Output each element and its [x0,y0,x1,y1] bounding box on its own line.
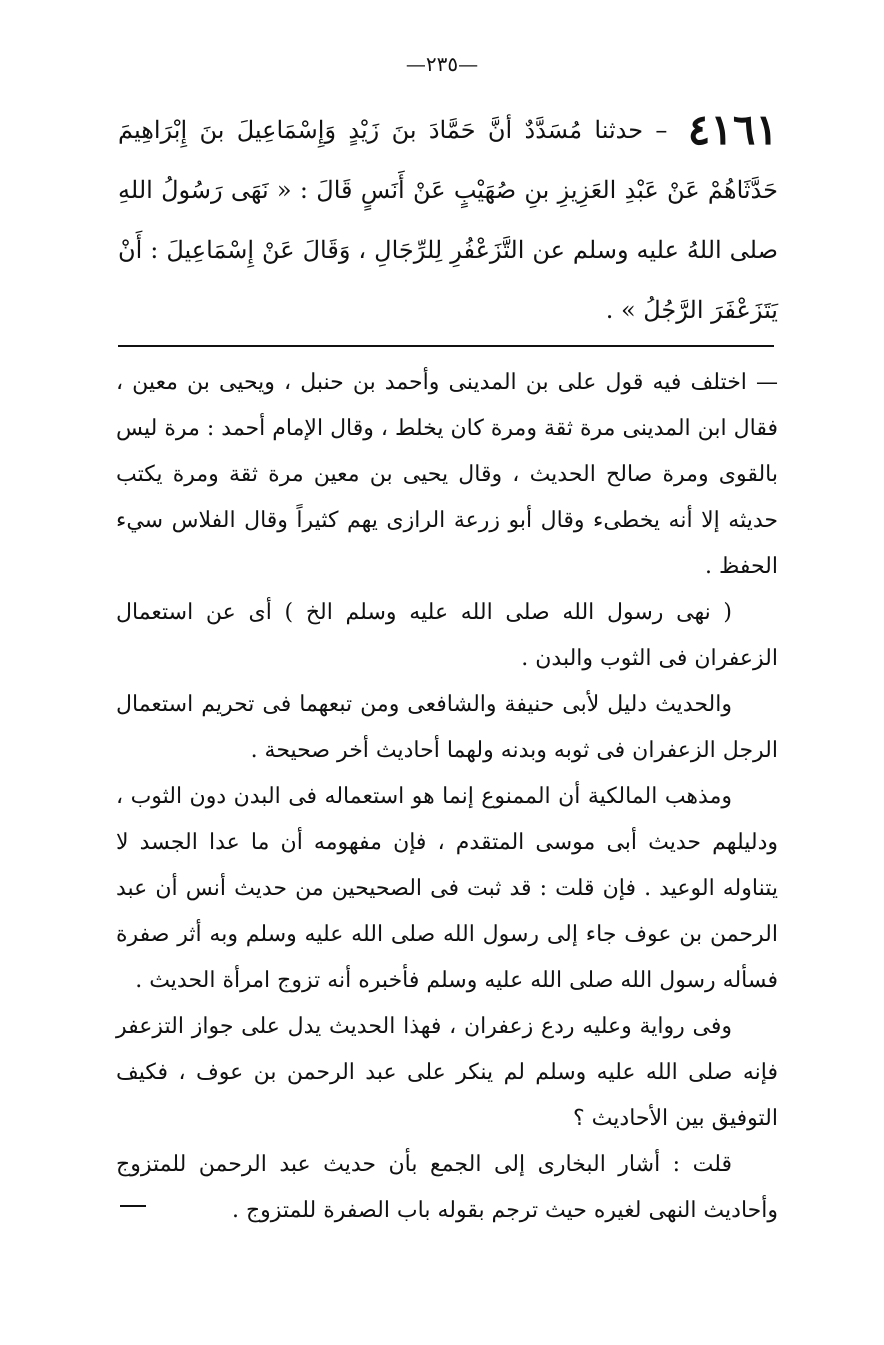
commentary-paragraph: ومذهب المالكية أن الممنوع إنما هو استعماله فى البدن دون الثوب ، ودليلهم حديث أبى موسى المتقدم ، فإن مفهومه أن ما عدا الجسد لا يتناوله الوعيد . فإن قلت : قد ثبت فى الصحيحين من حديث أنس أن عبد الرحمن بن عوف جاء إلى رسول الله صلى الله عليه وسلم وبه أثر صفرة فسأله رسول الله صلى الله عليه وسلم فأخبره أنه تزوج امرأة الحديث . [116,784,778,993]
commentary-paragraph: — اختلف فيه قول على بن المدينى وأحمد بن حنبل ، ويحيى بن معين ، فقال ابن المدينى مرة ثقة ومرة كان يخلط ، وقال الإمام أحمد : مرة ليس بالقوى ومرة صالح الحديث ، وقال يحيى بن معين مرة ثقة ومرة يكتب حديثه إلا أنه يخطىء وقال أبو زرعة الرازى يهم كثيراً وقال الفلاس سيء الحفظ . [116,370,778,579]
section-divider [118,345,774,347]
commentary-block [116,360,778,1234]
hadith-number: ٤١٦١ [687,105,778,154]
continuation-dash [120,1205,146,1207]
commentary-paragraph: وفى رواية وعليه ردع زعفران ، فهذا الحديث يدل على جواز التزعفر فإنه صلى الله عليه وسلم لم ينكر على عبد الرحمن بن عوف ، فكيف التوفيق بين الأحاديث ؟ [116,1014,778,1131]
commentary-paragraph: ( نهى رسول الله صلى الله عليه وسلم الخ ) أى عن استعمال الزعفران فى الثوب والبدن . [116,600,778,671]
hadith-text: – حدثنا مُسَدَّدٌ أنَّ حَمَّادَ بنَ زَيْدٍ وَإِسْمَاعِيلَ بنَ إِبْرَاهِيمَ حَدَّثَاهُمْ عَنْ عَبْدِ العَزِيزِ بنِ صُهَيْبٍ عَنْ أَنَسٍ قَالَ : « نَهَى رَسُولُ اللهِ صلى اللهُ عليه وسلم عن التَّزَعْفُرِ لِلرِّجَالِ ، وَقَالَ عَنْ إِسْمَاعِيلَ : أَنْ يَتَزَعْفَرَ الرَّجُلُ » . [118,116,778,324]
page-number: —٢٣٥— [405,52,479,76]
commentary-paragraph: قلت : أشار البخارى إلى الجمع بأن حديث عبد الرحمن للمتزوج وأحاديث النهى لغيره حيث ترجم بقوله باب الصفرة للمتزوج . [116,1152,778,1223]
commentary-paragraph: والحديث دليل لأبى حنيفة والشافعى ومن تبعهما فى تحريم استعمال الرجل الزعفران فى ثوبه وبدنه ولهما أحاديث أخر صحيحة . [116,692,778,763]
hadith-text-block [118,100,778,340]
